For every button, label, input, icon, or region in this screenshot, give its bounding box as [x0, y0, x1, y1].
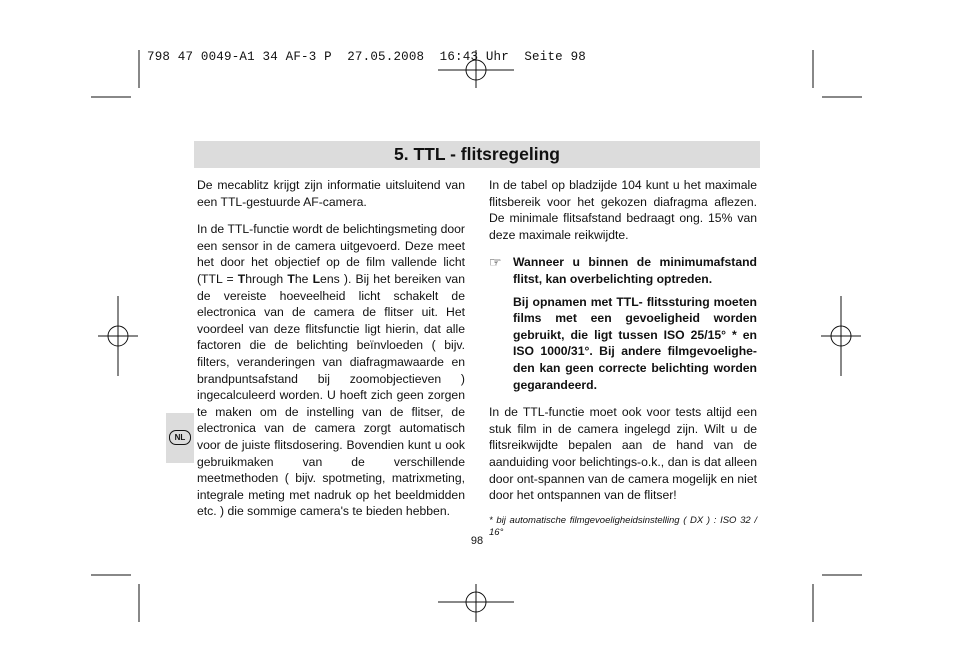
- left-column: [197, 177, 465, 531]
- right-column: [489, 177, 757, 550]
- section-title-bar: [194, 141, 760, 168]
- test-film-paragraph: In de TTL-functie moet ook voor tests altijd een stuk film in de camera ingelegd zijn. Wilt u de flitsreikwijdte bepalen aan de hand van de aanduiding voor belichtings-o.k., dan is dat alleen door ont-spannen van de camera mogelijk en niet door het ontspannen van de flitser!: [489, 405, 757, 503]
- language-badge: NL: [169, 430, 191, 445]
- warning-note: [489, 254, 757, 287]
- intro-paragraph: De mecablitz krijgt zijn informatie uitsluitend van een TTL-gestuurde AF-camera.: [197, 178, 465, 209]
- range-paragraph: In de tabel op bladzijde 104 kunt u het maximale flitsbereik voor het gekozen diafragma aflezen. De minimale flitsafstand bedraagt ong. 15% van deze maximale reikwijdte.: [489, 178, 757, 242]
- pointing-hand-icon: ☞: [489, 254, 502, 271]
- section-title: 5. TTL - flitsregeling: [394, 144, 560, 164]
- language-side-tab: [166, 413, 194, 463]
- print-slug-line: 798 47 0049-A1 34 AF-3 P 27.05.2008 16:43 Uhr Seite 98: [147, 50, 586, 64]
- warning-text-1: Wanneer u binnen de minimumafstand flitst, kan overbelichting optreden.: [513, 255, 757, 286]
- ttl-description-paragraph: In de TTL-functie wordt de belichtingsmeting door een sensor in de camera uitgevoerd. Deze meet het door het objectief op de film vallende licht (TTL = Through The Lens ). Bij het bereiken van de vereiste hoeveelheid licht schakelt de electronica van de camera de flitser uit. Het voordeel van deze flitsfunctie ligt hierin, dat alle factoren die de belichting beïnvloeden ( bijv. filters, veranderingen van diafragmawaarde en brandpuntsafstand bij zoomobjectieven ) ingecalculeerd worden. U hoeft zich geen zorgen te maken om de instelling van de flitser, de electronica van de camera zorgt automatisch voor de juiste flitsdosering. Bovendien kunt u ook gebruikmaken van de verschillende meetmethoden ( bijv. spotmeting, matrixmeting, integrale meting met nadruk op het beeldmidden etc. ) die sommige camera's te bieden hebben.: [197, 222, 465, 519]
- page-number: 98: [470, 535, 484, 547]
- footnote: * bij automatische filmgevoeligheidsinstelling ( DX ) : ISO 32 / 16°: [489, 514, 757, 538]
- warning-text-2: Bij opnamen met TTL- flitssturing moeten films met een gevoeligheid worden gebruikt, die ligt tussen ISO 25/15° * en ISO 1000/31°. Bij andere filmgevoelighe-den kan geen correcte belichting worden gegarandeerd.: [513, 294, 757, 392]
